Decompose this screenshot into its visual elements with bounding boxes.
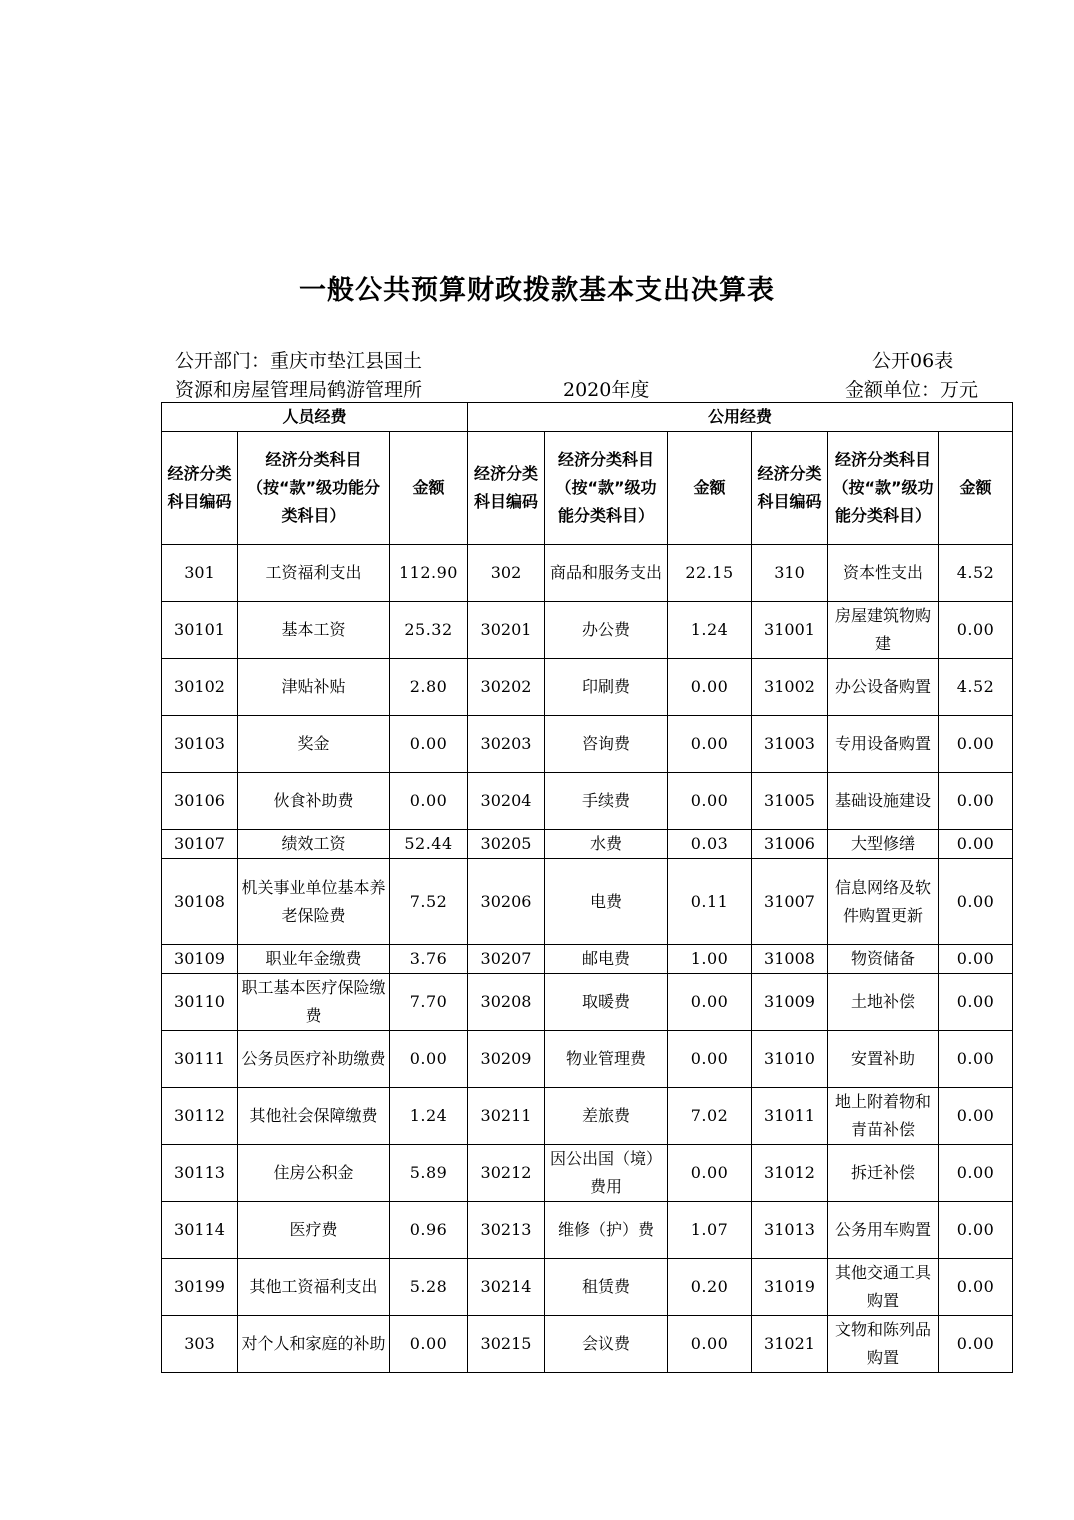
public-item: 会议费 — [545, 1316, 668, 1373]
public-code: 30214 — [468, 1259, 545, 1316]
personnel-amount: 25.32 — [390, 602, 468, 659]
table-row — [162, 1145, 1013, 1202]
capital-item: 专用设备购置 — [828, 716, 939, 773]
public-code: 30212 — [468, 1145, 545, 1202]
section-public: 公用经费 — [468, 403, 1013, 432]
table-row — [162, 1259, 1013, 1316]
public-amount: 0.00 — [668, 1316, 752, 1373]
capital-amount: 0.00 — [939, 859, 1013, 945]
capital-item: 其他交通工具购置 — [828, 1259, 939, 1316]
capital-item: 资本性支出 — [828, 545, 939, 602]
public-item: 因公出国（境）费用 — [545, 1145, 668, 1202]
page-title: 一般公共预算财政拨款基本支出决算表 — [299, 275, 775, 306]
public-amount: 7.02 — [668, 1088, 752, 1145]
public-item: 取暖费 — [545, 974, 668, 1031]
capital-amount: 0.00 — [939, 1031, 1013, 1088]
personnel-item: 其他工资福利支出 — [238, 1259, 390, 1316]
capital-code: 31003 — [752, 716, 828, 773]
public-code: 30204 — [468, 773, 545, 830]
table-row — [162, 1202, 1013, 1259]
public-item: 电费 — [545, 859, 668, 945]
public-item: 商品和服务支出 — [545, 545, 668, 602]
table-row — [162, 773, 1013, 830]
capital-code: 310 — [752, 545, 828, 602]
personnel-amount: 5.89 — [390, 1145, 468, 1202]
personnel-item: 绩效工资 — [238, 830, 390, 859]
public-item: 手续费 — [545, 773, 668, 830]
public-code: 30202 — [468, 659, 545, 716]
public-code: 302 — [468, 545, 545, 602]
personnel-item: 伙食补助费 — [238, 773, 390, 830]
table-row — [162, 659, 1013, 716]
public-amount: 1.07 — [668, 1202, 752, 1259]
amount-unit: 金额单位：万元 — [845, 379, 979, 401]
public-amount: 1.00 — [668, 945, 752, 974]
table-row — [162, 545, 1013, 602]
personnel-code: 30102 — [162, 659, 238, 716]
capital-amount: 0.00 — [939, 602, 1013, 659]
personnel-amount: 0.00 — [390, 1031, 468, 1088]
capital-amount: 0.00 — [939, 830, 1013, 859]
public-amount: 0.11 — [668, 859, 752, 945]
personnel-item: 住房公积金 — [238, 1145, 390, 1202]
public-code: 30206 — [468, 859, 545, 945]
personnel-item: 基本工资 — [238, 602, 390, 659]
personnel-amount: 7.70 — [390, 974, 468, 1031]
personnel-item: 津贴补贴 — [238, 659, 390, 716]
public-item: 办公费 — [545, 602, 668, 659]
department-line-2: 资源和房屋管理局鹤游管理所 — [175, 379, 423, 401]
public-item: 租赁费 — [545, 1259, 668, 1316]
public-amount: 0.03 — [668, 830, 752, 859]
public-code: 30209 — [468, 1031, 545, 1088]
header-name: 经济分类科目（按“款”级功能分类科目） — [545, 432, 668, 545]
public-code: 30215 — [468, 1316, 545, 1373]
personnel-code: 30109 — [162, 945, 238, 974]
personnel-code: 30113 — [162, 1145, 238, 1202]
fiscal-year: 2020年度 — [563, 379, 650, 401]
personnel-item: 对个人和家庭的补助 — [238, 1316, 390, 1373]
personnel-amount: 52.44 — [390, 830, 468, 859]
personnel-amount: 0.96 — [390, 1202, 468, 1259]
capital-item: 文物和陈列品购置 — [828, 1316, 939, 1373]
capital-code: 31013 — [752, 1202, 828, 1259]
capital-amount: 4.52 — [939, 545, 1013, 602]
public-item: 印刷费 — [545, 659, 668, 716]
capital-code: 31007 — [752, 859, 828, 945]
personnel-amount: 2.80 — [390, 659, 468, 716]
capital-item: 拆迁补偿 — [828, 1145, 939, 1202]
public-code: 30213 — [468, 1202, 545, 1259]
expenditure-table — [161, 402, 1013, 1373]
table-row — [162, 716, 1013, 773]
public-amount: 0.00 — [668, 659, 752, 716]
personnel-amount: 1.24 — [390, 1088, 468, 1145]
capital-item: 物资储备 — [828, 945, 939, 974]
capital-amount: 0.00 — [939, 1259, 1013, 1316]
capital-item: 信息网络及软件购置更新 — [828, 859, 939, 945]
capital-code: 31001 — [752, 602, 828, 659]
personnel-code: 30107 — [162, 830, 238, 859]
header-amount: 金额 — [668, 432, 752, 545]
header-code: 经济分类科目编码 — [162, 432, 238, 545]
capital-item: 基础设施建设 — [828, 773, 939, 830]
personnel-item: 奖金 — [238, 716, 390, 773]
personnel-code: 30101 — [162, 602, 238, 659]
public-item: 邮电费 — [545, 945, 668, 974]
personnel-code: 30114 — [162, 1202, 238, 1259]
personnel-amount: 3.76 — [390, 945, 468, 974]
personnel-item: 其他社会保障缴费 — [238, 1088, 390, 1145]
capital-item: 公务用车购置 — [828, 1202, 939, 1259]
header-name: 经济分类科目（按“款”级功能分类科目） — [238, 432, 390, 545]
table-row — [162, 1088, 1013, 1145]
public-amount: 0.20 — [668, 1259, 752, 1316]
personnel-amount: 112.90 — [390, 545, 468, 602]
personnel-amount: 0.00 — [390, 773, 468, 830]
header-amount: 金额 — [390, 432, 468, 545]
capital-amount: 0.00 — [939, 1145, 1013, 1202]
public-amount: 22.15 — [668, 545, 752, 602]
public-item: 物业管理费 — [545, 1031, 668, 1088]
public-code: 30203 — [468, 716, 545, 773]
personnel-item: 工资福利支出 — [238, 545, 390, 602]
personnel-code: 30106 — [162, 773, 238, 830]
header-code: 经济分类科目编码 — [468, 432, 545, 545]
public-amount: 0.00 — [668, 974, 752, 1031]
capital-code: 31009 — [752, 974, 828, 1031]
capital-amount: 0.00 — [939, 773, 1013, 830]
table-row — [162, 859, 1013, 945]
capital-code: 31019 — [752, 1259, 828, 1316]
personnel-code: 30111 — [162, 1031, 238, 1088]
header-code: 经济分类科目编码 — [752, 432, 828, 545]
capital-item: 安置补助 — [828, 1031, 939, 1088]
public-code: 30201 — [468, 602, 545, 659]
personnel-item: 医疗费 — [238, 1202, 390, 1259]
public-amount: 0.00 — [668, 716, 752, 773]
public-code: 30208 — [468, 974, 545, 1031]
personnel-code: 30110 — [162, 974, 238, 1031]
capital-item: 办公设备购置 — [828, 659, 939, 716]
public-amount: 0.00 — [668, 1031, 752, 1088]
personnel-amount: 0.00 — [390, 1316, 468, 1373]
personnel-code: 30103 — [162, 716, 238, 773]
personnel-code: 301 — [162, 545, 238, 602]
personnel-code: 30199 — [162, 1259, 238, 1316]
capital-amount: 4.52 — [939, 659, 1013, 716]
personnel-item: 机关事业单位基本养老保险费 — [238, 859, 390, 945]
section-personnel: 人员经费 — [162, 403, 468, 432]
capital-code: 31011 — [752, 1088, 828, 1145]
table-number: 公开06表 — [872, 350, 954, 372]
header-amount: 金额 — [939, 432, 1013, 545]
public-amount: 1.24 — [668, 602, 752, 659]
capital-amount: 0.00 — [939, 974, 1013, 1031]
public-item: 咨询费 — [545, 716, 668, 773]
capital-amount: 0.00 — [939, 945, 1013, 974]
capital-item: 地上附着物和青苗补偿 — [828, 1088, 939, 1145]
personnel-code: 303 — [162, 1316, 238, 1373]
personnel-item: 职工基本医疗保险缴费 — [238, 974, 390, 1031]
personnel-amount: 5.28 — [390, 1259, 468, 1316]
capital-code: 31002 — [752, 659, 828, 716]
public-code: 30205 — [468, 830, 545, 859]
table-row — [162, 974, 1013, 1031]
public-code: 30207 — [468, 945, 545, 974]
capital-item: 房屋建筑物购建 — [828, 602, 939, 659]
public-item: 差旅费 — [545, 1088, 668, 1145]
capital-code: 31005 — [752, 773, 828, 830]
table-row — [162, 945, 1013, 974]
department-line-1: 公开部门：重庆市垫江县国土 — [175, 350, 423, 372]
capital-code: 31008 — [752, 945, 828, 974]
capital-code: 31006 — [752, 830, 828, 859]
capital-amount: 0.00 — [939, 716, 1013, 773]
personnel-code: 30112 — [162, 1088, 238, 1145]
capital-item: 大型修缮 — [828, 830, 939, 859]
table-row — [162, 830, 1013, 859]
public-amount: 0.00 — [668, 773, 752, 830]
table-row — [162, 1316, 1013, 1373]
personnel-item: 职业年金缴费 — [238, 945, 390, 974]
public-amount: 0.00 — [668, 1145, 752, 1202]
personnel-amount: 0.00 — [390, 716, 468, 773]
personnel-code: 30108 — [162, 859, 238, 945]
capital-amount: 0.00 — [939, 1088, 1013, 1145]
capital-code: 31010 — [752, 1031, 828, 1088]
personnel-amount: 7.52 — [390, 859, 468, 945]
capital-item: 土地补偿 — [828, 974, 939, 1031]
public-item: 维修（护）费 — [545, 1202, 668, 1259]
capital-code: 31012 — [752, 1145, 828, 1202]
header-name: 经济分类科目（按“款”级功能分类科目） — [828, 432, 939, 545]
personnel-item: 公务员医疗补助缴费 — [238, 1031, 390, 1088]
capital-amount: 0.00 — [939, 1202, 1013, 1259]
public-item: 水费 — [545, 830, 668, 859]
table-row — [162, 602, 1013, 659]
table-row — [162, 1031, 1013, 1088]
public-code: 30211 — [468, 1088, 545, 1145]
capital-amount: 0.00 — [939, 1316, 1013, 1373]
capital-code: 31021 — [752, 1316, 828, 1373]
